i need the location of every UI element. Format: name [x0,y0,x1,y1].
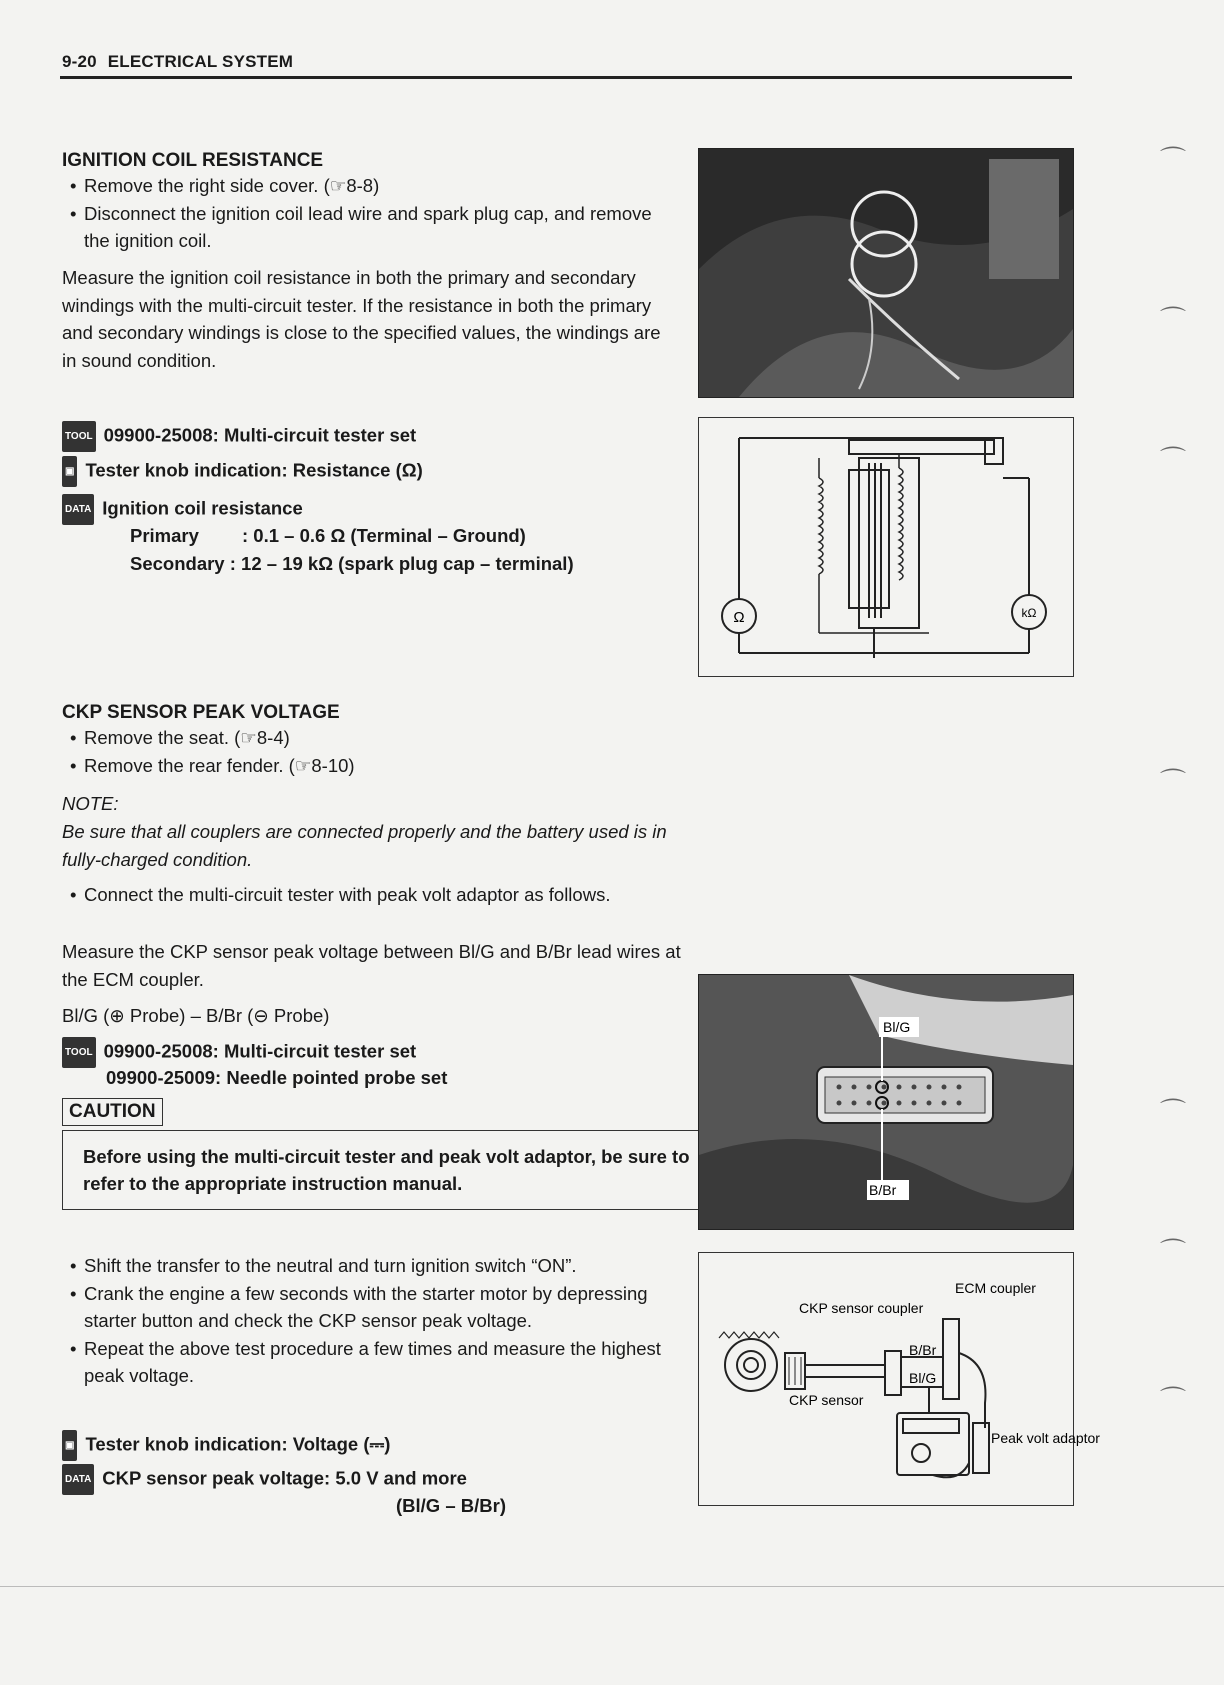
ckp-step-3: • Shift the transfer to the neutral and turn ignition switch “ON”. [62,1252,674,1280]
ckp-data-text: CKP sensor peak voltage: 5.0 V and more [102,1467,467,1489]
ckp-step-5: • Repeat the above test procedure a few times and measure the highest peak voltage. [62,1335,674,1390]
margin-mark: ⌒ [1160,1385,1187,1415]
ckp-steps-2 [62,1252,674,1390]
coil-circuit-svg [699,418,1073,676]
caution-box: Before using the multi-circuit tester and peak volt adaptor, be sure to refer to the appropriate instruction manual. [62,1130,720,1210]
wire-bbr-label: B/Br [909,1342,937,1358]
caution-label: CAUTION [62,1098,163,1126]
note-label: NOTE: [62,793,119,814]
ecm-coupler-icon [943,1319,959,1399]
wire-blg-label: Bl/G [909,1370,937,1386]
margin-mark: ⌒ [1160,767,1187,797]
ignition-step-2: • Disconnect the ignition coil lead wire and spark plug cap, and remove the ignition coil. [62,200,672,255]
peak-volt-adaptor-icon [973,1423,989,1473]
primary-label: Primary [130,525,199,546]
secondary-value: : 12 – 19 kΩ (spark plug cap – terminal) [229,553,574,574]
primary-value: : 0.1 – 0.6 Ω (Terminal – Ground) [242,525,526,546]
ecm-coupler-label-text: ECM coupler [955,1280,1036,1296]
tester-knob-icon: ▣ [62,456,77,487]
margin-mark: ⌒ [1160,1097,1187,1127]
tool-icon-2: TOOL [62,1037,96,1068]
ckp-tool-1-text: 09900-25008: Multi-circuit tester set [103,1040,417,1062]
page-header [62,52,293,72]
ckp-knob-text: Tester knob indication: Voltage (⎓) [85,1433,391,1455]
ckp-wiring-svg [699,1253,1100,1505]
tool-icon: TOOL [62,421,96,452]
adaptor-label [991,1430,1100,1446]
tool-text: 09900-25008: Multi-circuit tester set [103,424,417,446]
ecm-coupler-photo [698,974,1074,1230]
ecm-coupler-label [955,1280,1036,1296]
margin-mark: ⌒ [1160,145,1187,175]
note-text: Be sure that all couplers are connected properly and the battery used is in fully-charged condition. [62,821,667,870]
ckp-coupler-label [799,1300,924,1316]
ignition-coil-photo-art [699,149,1073,397]
ignition-coil-photo [698,148,1074,398]
margin-mark: ⌒ [1160,445,1187,475]
page-number: 9-20 [62,52,97,71]
measure-paragraph: Measure the CKP sensor peak voltage between Bl/G and B/Br lead wires at the ECM coupler. [62,941,681,990]
probe-line: Bl/G (⊕ Probe) – B/Br (⊖ Probe) [62,1005,330,1026]
secondary-spec [130,550,574,577]
data-icon-2: DATA [62,1464,94,1495]
tester-knob-icon-2: ▣ [62,1430,77,1461]
ckp-step-4: • Crank the engine a few seconds with the starter motor by depressing starter button and check the CKP sensor peak voltage. [62,1280,674,1335]
ecm-coupler-photo-art [699,975,1073,1229]
ckp-tool-2: 09900-25009: Needle pointed probe set [106,1067,448,1088]
ignition-knob [62,456,423,487]
ckp-steps [62,724,662,779]
ignition-steps [62,172,672,255]
bbr-photo-label: B/Br [869,1182,897,1198]
ckp-step-1: • Remove the seat. (☞8-4) [62,724,662,752]
ignition-paragraph: Measure the ignition coil resistance in both the primary and secondary windings with the multi-circuit tester. If the resistance in both the primary and secondary windings is close to the specified values, the windings are in sound condition. [62,267,661,371]
header-rule [60,76,1072,79]
data-icon: DATA [62,494,94,525]
ckp-data [62,1464,467,1495]
ignition-title: IGNITION COIL RESISTANCE [62,150,324,171]
ckp-data-2: (Bl/G – B/Br) [396,1495,506,1516]
coil-circuit-diagram [698,417,1074,677]
margin-mark: ⌒ [1160,1237,1187,1267]
section-title: ELECTRICAL SYSTEM [107,52,294,71]
kohm-label: kΩ [1021,606,1037,620]
primary-spec [130,522,526,549]
connect-step-text: • Connect the multi-circuit tester with peak volt adaptor as follows. [62,881,674,909]
page-bottom-edge [0,1586,1224,1587]
blg-photo-label: Bl/G [883,1019,911,1035]
ignition-tool [62,421,416,452]
connect-step [62,881,674,909]
data-title: Ignition coil resistance [102,497,303,519]
knob-text: Tester knob indication: Resistance (Ω) [85,459,423,481]
ckp-title: CKP SENSOR PEAK VOLTAGE [62,702,340,723]
ignition-data [62,494,303,525]
ckp-coupler-label-text: CKP sensor coupler [799,1300,924,1316]
ignition-step-1: • Remove the right side cover. (☞8-8) [62,172,672,200]
reluctor-wheel-icon [725,1339,777,1391]
ckp-step-2: • Remove the rear fender. (☞8-10) [62,752,662,780]
ckp-knob [62,1430,390,1461]
adaptor-label-text: Peak volt adaptor [991,1430,1100,1446]
ohm-label: Ω [733,609,745,626]
ckp-wiring-diagram [698,1252,1100,1506]
ckp-coupler-icon [885,1351,901,1395]
ckp-sensor-label: CKP sensor [789,1392,864,1408]
margin-mark: ⌒ [1160,305,1187,335]
secondary-label: Secondary [130,553,225,574]
